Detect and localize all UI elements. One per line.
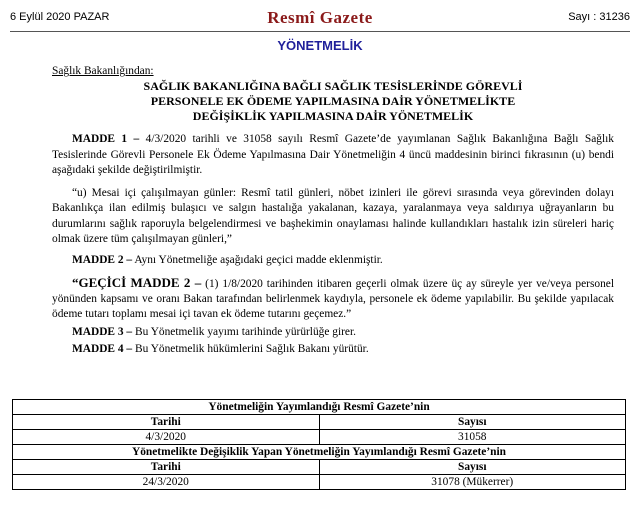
- article-label: “GEÇİCİ MADDE 2 –: [72, 274, 202, 290]
- gazette-title: Resmî Gazete: [267, 8, 373, 27]
- regulation-title: [52, 79, 614, 124]
- column-header-number: Sayısı: [319, 415, 626, 430]
- table-row: [13, 445, 626, 460]
- regulation-title-line: SAĞLIK BAKANLIĞINA BAĞLI SAĞLIK TESİSLERİNDE GÖREVLİ: [143, 79, 523, 94]
- table-row: [13, 400, 626, 415]
- article-3: [52, 325, 614, 340]
- regulation-title-line: PERSONELE EK ÖDEME YAPILMASINA DAİR YÖNETMELİKTE: [150, 94, 516, 109]
- table-row: [13, 430, 626, 445]
- article-text: Bu Yönetmelik yayımı tarihinde yürürlüğe girer.: [132, 325, 356, 338]
- article-text: Aynı Yönetmeliğe aşağıdaki geçici madde eklenmiştir.: [132, 254, 383, 267]
- article-text: Bu Yönetmelik hükümlerini Sağlık Bakanı yürütür.: [132, 342, 369, 355]
- header-divider: [10, 31, 630, 32]
- table-heading: Yönetmelikte Değişiklik Yapan Yönetmeliğin Yayımlandığı Resmî Gazete’nin: [13, 445, 626, 460]
- table-cell-number: 31058: [319, 430, 626, 445]
- article-text: 4/3/2020 tarihli ve 31058 sayılı Resmî Gazete’de yayımlanan Sağlık Bakanlığına Bağlı Sağlık Tesislerinde Görevli Personele Ek Ödeme Yapılmasına Dair Yönetmeliğin 4 üncü maddesinin birinci fıkrasının (u) bendi aşağıdaki şekilde değiştirilmiştir.: [52, 133, 614, 176]
- table-row: [13, 415, 626, 430]
- table-heading: Yönetmeliğin Yayımlandığı Resmî Gazete’nin: [13, 400, 626, 415]
- article-2: [52, 253, 614, 268]
- article-1: [52, 132, 614, 178]
- table-row: [13, 475, 626, 490]
- document-body: [52, 64, 614, 357]
- column-header-date: Tarihi: [13, 415, 320, 430]
- issue-number: Sayı : 31236: [568, 11, 630, 23]
- publication-history-table: [12, 399, 626, 490]
- column-header-date: Tarihi: [13, 460, 320, 475]
- article-label: MADDE 1 –: [72, 133, 140, 146]
- table-cell-number: 31078 (Mükerrer): [319, 475, 626, 490]
- article-label: MADDE 3 –: [72, 325, 133, 338]
- table-cell-date: 24/3/2020: [13, 475, 320, 490]
- table-cell-date: 4/3/2020: [13, 430, 320, 445]
- article-4: [52, 342, 614, 357]
- article-label: MADDE 4 –: [72, 342, 133, 355]
- ministry-name: Sağlık Bakanlığından:: [52, 65, 154, 77]
- quoted-clause-u: “u) Mesai içi çalışılmayan günler: Resmî tatil günleri, nöbet izinleri ile görevi sırasında veya görevinden dolayı Bakanlıkça ilan edilmiş bulaşıcı ve salgın hastalığa yakalanan, kazaya, yaralanmaya veya saldırıya uğrayanların bu durumlarını sağlık raporuyla belgelendirmesi ve başhekimin onaylaması halinde kullandıkları hastalık izin süreleri hariç olmak üzere tüm çalışılmayan günleri,”: [52, 187, 614, 246]
- gazette-header: [10, 8, 630, 30]
- issue-date: 6 Eylül 2020 PAZAR: [10, 11, 110, 23]
- regulation-title-line: DEĞİŞİKLİK YAPILMASINA DAİR YÖNETMELİK: [192, 109, 474, 124]
- provisional-article-2: [52, 275, 614, 323]
- section-title: YÖNETMELİK: [277, 38, 363, 53]
- article-text: (1) 1/8/2020 tarihinden itibaren geçerli olmak üzere üç ay süreyle yer ve/veya personel yönünden kapsamı ve oranı Bakan tarafından belirlenmek kaydıyla, personele ek ödeme yapılabilir. Bu şekilde yapılacak ödeme tutarı toplamı mesai içi tavan ek ödeme tutarını geçemez.”: [52, 277, 614, 321]
- column-header-number: Sayısı: [319, 460, 626, 475]
- article-label: MADDE 2 –: [72, 254, 133, 267]
- table-row: [13, 460, 626, 475]
